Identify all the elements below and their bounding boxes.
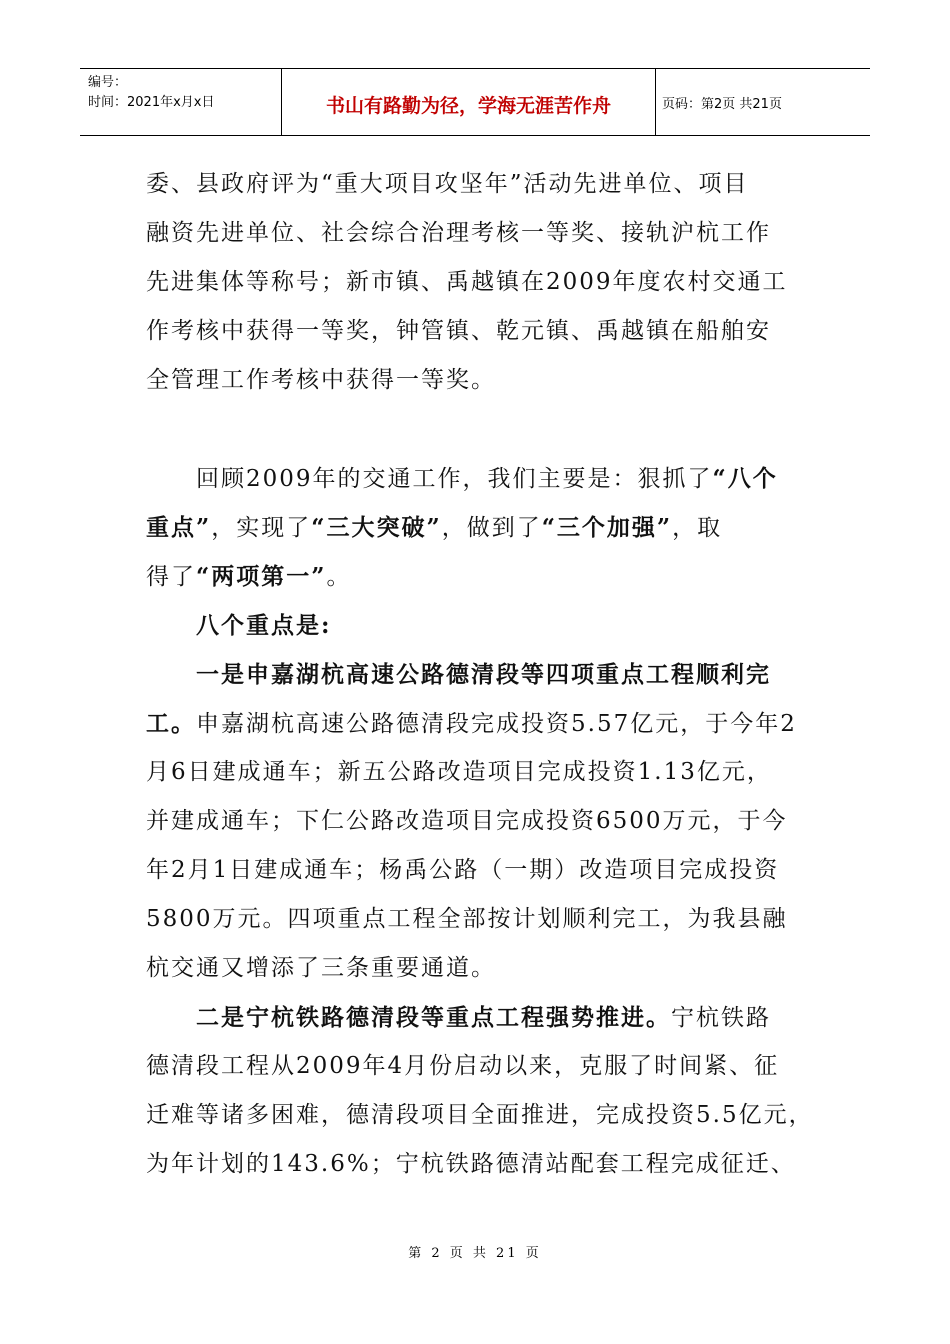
header-page-number: 页码：第2页 共21页 xyxy=(662,96,782,112)
paragraph-awards xyxy=(146,160,810,405)
text-run: 得了 xyxy=(146,564,196,590)
text-run: ，做到了 xyxy=(441,515,542,541)
text-line: 迁难等诸多困难，德清段项目全面推进，完成投资5.5亿元， xyxy=(146,1102,814,1128)
bold-text-run: “两项第一” xyxy=(196,563,327,590)
text-run: ，取 xyxy=(672,515,723,541)
text-line: 作考核中获得一等奖，钟管镇、乾元镇、禹越镇在船舶安 xyxy=(146,318,771,344)
text-line xyxy=(146,503,810,552)
paragraph-point-two xyxy=(146,993,814,1189)
page-footer: 第 2 页 共 21 页 xyxy=(408,1246,542,1261)
text-line: 先进集体等称号；新市镇、禹越镇在2009年度农村交通工 xyxy=(146,269,788,295)
document-time-label: 时间：2021年x月x日 xyxy=(88,95,215,110)
text-run: ，实现了 xyxy=(211,515,312,541)
paragraph-gap xyxy=(146,405,810,454)
paragraph-review xyxy=(146,454,810,601)
text-line: 月6日建成通车；新五公路改造项目完成投资1.13亿元， xyxy=(146,759,772,785)
text-line: 5800万元。四项重点工程全部按计划顺利完工，为我县融 xyxy=(146,906,788,932)
text-line: 德清段工程从2009年4月份启动以来，克服了时间紧、征 xyxy=(146,1053,780,1079)
bold-text-run: 二是宁杭铁路德清段等重点工程强势推进。 xyxy=(196,1004,671,1031)
text-line: 融资先进单位、社会综合治理考核一等奖、接轨沪杭工作 xyxy=(146,220,771,246)
text-line: 并建成通车；下仁公路改造项目完成投资6500万元，于今 xyxy=(146,808,788,834)
header-motto: 书山有路勤为径，学海无涯苦作舟 xyxy=(282,69,656,135)
text-line: 为年计划的143.6%；宁杭铁路德清站配套工程完成征迁、 xyxy=(146,1151,796,1177)
text-line xyxy=(146,454,810,503)
text-run: 申嘉湖杭高速公路德清段完成投资5.57亿元，于今年2 xyxy=(196,711,797,737)
bold-text-run: 工。 xyxy=(146,710,196,737)
document-body xyxy=(146,160,814,1189)
text-line xyxy=(146,699,810,748)
text-line xyxy=(146,552,810,601)
bold-text-run: “三个加强” xyxy=(541,514,673,541)
text-line: 全管理工作考核中获得一等奖。 xyxy=(146,367,496,393)
bold-text-run: “八个 xyxy=(712,465,778,492)
page-header xyxy=(80,68,870,136)
text-line: 年2月1日建成通车；杨禹公路（一期）改造项目完成投资 xyxy=(146,857,780,883)
text-run: 回顾2009年的交通工作，我们主要是：狠抓了 xyxy=(196,466,713,492)
text-run: 宁杭铁路 xyxy=(671,1005,771,1031)
bold-text-run: 重点” xyxy=(146,514,212,541)
document-number-label: 编号： xyxy=(88,75,128,90)
text-line: 委、县政府评为“重大项目攻坚年”活动先进单位、项目 xyxy=(146,171,749,197)
section-heading: 八个重点是: xyxy=(196,612,332,639)
paragraph-point-one xyxy=(146,650,810,993)
text-line xyxy=(146,993,810,1042)
header-meta xyxy=(80,69,282,135)
text-run: 。 xyxy=(326,564,352,590)
text-line: 一是申嘉湖杭高速公路德清段等四项重点工程顺利完 xyxy=(196,661,771,688)
text-line: 杭交通又增添了三条重要通道。 xyxy=(146,955,496,981)
bold-text-run: “三大突破” xyxy=(311,514,442,541)
